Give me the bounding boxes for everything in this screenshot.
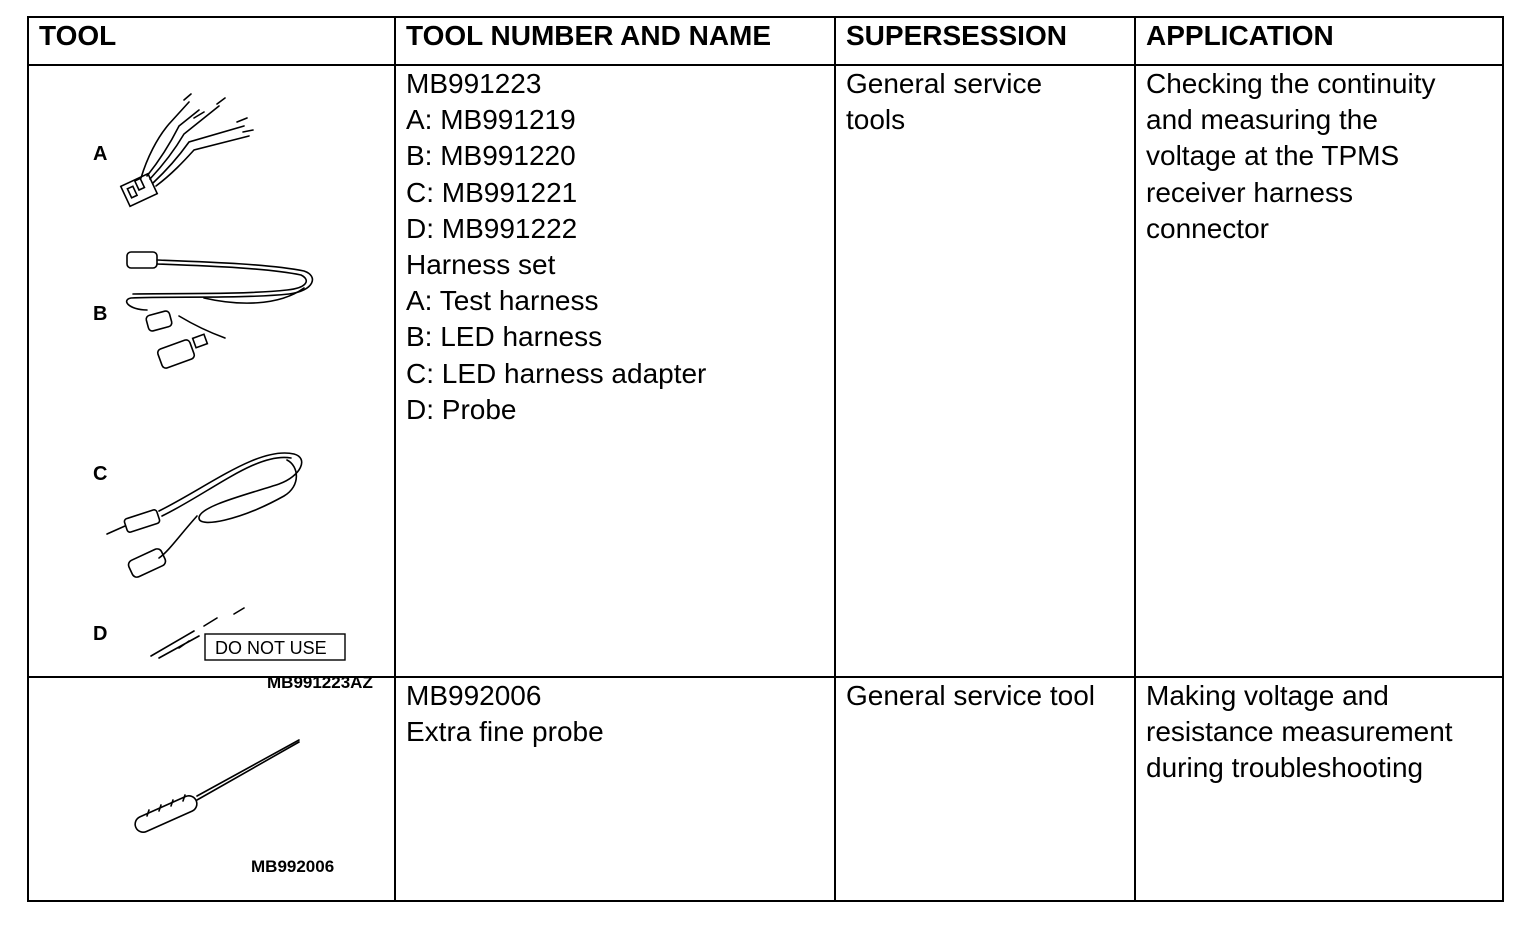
do-not-use-stamp: DO NOT USE: [215, 638, 327, 658]
special-tools-table: [27, 16, 1504, 902]
tool-illustration-cell: [28, 65, 395, 692]
application-line: during troubleshooting: [1146, 752, 1424, 784]
number-line: B: LED harness: [406, 321, 603, 353]
application-line: voltage at the TPMS: [1146, 140, 1400, 172]
number-line: D: Probe: [406, 393, 517, 425]
number-line: A: Test harness: [406, 285, 599, 317]
tool-number-and-name-cell: [395, 677, 835, 901]
application-line: connector: [1146, 212, 1269, 244]
figure-code: MB992006: [251, 857, 335, 876]
figure-code: MB991223AZ: [267, 673, 373, 692]
application-line: Checking the continuity: [1146, 68, 1436, 99]
number-line: C: MB991221: [406, 176, 578, 208]
tool-number-and-name-cell: [395, 65, 835, 677]
number-line: D: MB991222: [406, 212, 578, 244]
header-tool: TOOL: [28, 17, 395, 65]
application-line: receiver harness: [1146, 176, 1353, 208]
number-line: B: MB991220: [406, 140, 576, 172]
supersession-line: General service tool: [846, 680, 1096, 711]
harness-set-illustration: [29, 66, 394, 692]
figure-label-a: A: [93, 143, 108, 165]
number-line: C: LED harness adapter: [406, 357, 707, 389]
header-supersession: SUPERSESSION: [835, 17, 1135, 65]
header-tool-number-and-name: TOOL NUMBER AND NAME: [395, 17, 835, 65]
number-line: Extra fine probe: [406, 716, 604, 748]
led-harness-drawing: [127, 252, 313, 369]
test-harness-drawing: [121, 94, 253, 206]
application-cell: [1135, 677, 1503, 901]
figure-label-c: C: [93, 463, 108, 485]
led-harness-adapter-drawing: [107, 453, 302, 579]
tool-illustration-cell: [28, 677, 395, 901]
application-line: resistance measurement: [1146, 716, 1453, 748]
number-line: MB992006: [406, 680, 542, 711]
application-line: Making voltage and: [1146, 680, 1389, 711]
number-line: Harness set: [406, 249, 556, 281]
number-line: A: MB991219: [406, 104, 576, 136]
application-line: and measuring the: [1146, 104, 1378, 136]
extra-fine-probe-illustration: [29, 678, 394, 900]
supersession-cell: [835, 677, 1135, 901]
application-cell: [1135, 65, 1503, 677]
supersession-line: General service: [846, 68, 1043, 99]
number-line: MB991223: [406, 68, 542, 99]
table-row: [28, 65, 1503, 677]
header-row: [28, 17, 1503, 65]
supersession-line: tools: [846, 104, 906, 136]
figure-label-b: B: [93, 303, 108, 325]
figure-label-d: D: [93, 623, 108, 645]
header-application: APPLICATION: [1135, 17, 1503, 65]
table-row: [28, 677, 1503, 901]
supersession-cell: [835, 65, 1135, 677]
